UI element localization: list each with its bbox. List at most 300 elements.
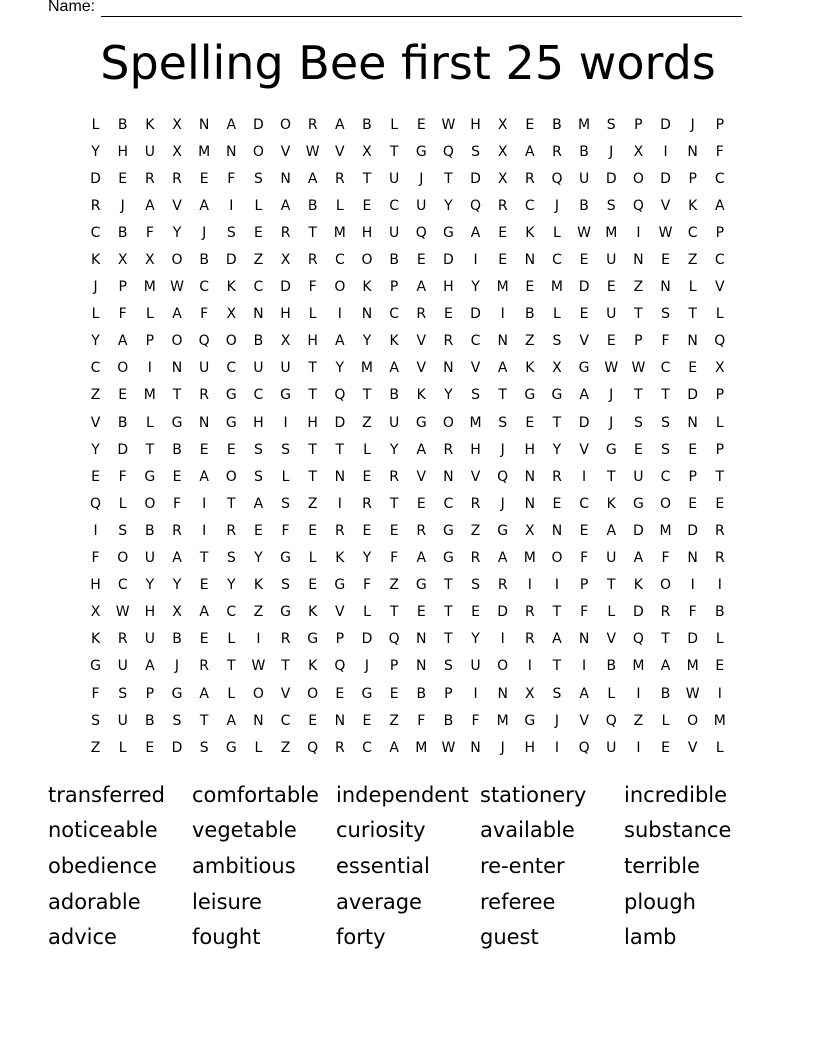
name-underline[interactable] <box>101 0 742 17</box>
grid-letter: M <box>605 224 618 241</box>
grid-letter: C <box>579 495 589 512</box>
word-list-item: stationery <box>480 782 587 807</box>
grid-letter: N <box>334 468 346 485</box>
grid-letter: Q <box>578 739 590 756</box>
grid-letter: D <box>443 252 454 269</box>
grid-letter: S <box>606 197 616 214</box>
grid-letter: C <box>443 495 454 512</box>
grid-letter: S <box>606 116 616 133</box>
grid-letter: M <box>713 712 726 729</box>
grid-letter: R <box>470 550 481 567</box>
grid-letter: P <box>634 333 643 350</box>
grid-letter: N <box>443 468 454 485</box>
grid-letter: U <box>388 170 400 187</box>
grid-letter: K <box>308 604 318 621</box>
word-list <box>48 777 768 955</box>
word-list-item: independent <box>336 782 469 807</box>
grid-letter: E <box>362 468 372 485</box>
grid-letter: F <box>362 577 371 594</box>
word-list-item: forty <box>336 925 386 950</box>
grid-letter: V <box>687 739 698 756</box>
grid-letter: T <box>172 387 182 404</box>
grid-letter: X <box>525 685 535 702</box>
grid-letter: B <box>416 685 427 702</box>
grid-letter: J <box>609 387 614 404</box>
grid-letter: G <box>442 224 454 241</box>
grid-letter: R <box>552 468 562 485</box>
grid-letter: I <box>717 577 722 594</box>
grid-letter: U <box>144 143 155 160</box>
grid-letter: E <box>525 279 535 296</box>
grid-letter: L <box>118 739 127 756</box>
grid-letter: H <box>470 116 481 133</box>
grid-letter: S <box>226 224 236 241</box>
grid-letter: A <box>145 658 155 675</box>
word-list-item: referee <box>480 889 556 914</box>
word-list-item: average <box>336 889 422 914</box>
grid-letter: C <box>389 306 399 323</box>
grid-letter: B <box>117 116 128 133</box>
grid-letter: N <box>524 252 536 269</box>
grid-letter: H <box>90 577 101 594</box>
grid-letter: T <box>661 631 670 648</box>
grid-letter: K <box>226 279 236 296</box>
grid-letter: T <box>389 495 399 512</box>
grid-letter: M <box>659 522 672 539</box>
grid-letter: S <box>471 577 480 594</box>
word-list-item: comfortable <box>192 782 319 807</box>
grid-letter: F <box>172 495 182 512</box>
grid-letter: D <box>660 170 671 187</box>
grid-letter: Q <box>198 333 210 350</box>
grid-letter: T <box>308 387 317 404</box>
grid-letter: A <box>715 197 725 214</box>
grid-letter: B <box>145 712 155 729</box>
grid-letter: Z <box>307 495 318 512</box>
grid-letter: S <box>253 441 263 458</box>
grid-letter: B <box>525 306 535 323</box>
word-list-item: essential <box>336 853 430 878</box>
grid-letter: E <box>362 197 372 214</box>
grid-letter: U <box>280 360 291 377</box>
word-list-item: available <box>480 818 575 843</box>
grid-letter: D <box>470 170 481 187</box>
grid-letter: M <box>578 116 591 133</box>
grid-letter: E <box>715 658 725 675</box>
grid-letter: X <box>145 252 155 269</box>
grid-letter: V <box>416 333 427 350</box>
grid-letter: B <box>552 116 562 133</box>
grid-letter: S <box>633 414 643 431</box>
grid-letter: V <box>335 604 345 621</box>
grid-letter: K <box>335 550 345 567</box>
grid-letter: B <box>389 387 399 404</box>
grid-letter: T <box>606 577 616 594</box>
grid-letter: N <box>443 360 454 377</box>
grid-letter: S <box>661 306 670 323</box>
grid-letter: A <box>226 116 237 133</box>
grid-letter: R <box>416 522 427 539</box>
grid-letter: E <box>525 414 535 431</box>
grid-letter: B <box>579 197 589 214</box>
word-list-item: leisure <box>192 889 262 914</box>
grid-letter: S <box>226 550 236 567</box>
grid-letter: H <box>307 414 318 431</box>
grid-letter: Q <box>415 224 427 241</box>
grid-letter: F <box>580 604 589 621</box>
grid-letter: V <box>90 414 101 431</box>
grid-letter: E <box>308 712 318 729</box>
grid-letter: U <box>578 170 590 187</box>
grid-letter: O <box>632 170 644 187</box>
grid-letter: T <box>308 441 317 458</box>
grid-letter: S <box>498 414 508 431</box>
grid-letter: E <box>471 604 480 621</box>
grid-letter: I <box>337 306 342 323</box>
grid-letter: C <box>90 224 101 241</box>
grid-letter: V <box>280 685 291 702</box>
grid-letter: M <box>550 279 563 296</box>
grid-letter: Y <box>335 360 345 377</box>
grid-letter: Q <box>388 631 400 648</box>
grid-letter: N <box>198 116 210 133</box>
grid-letter: T <box>226 495 236 512</box>
grid-letter: M <box>523 550 536 567</box>
grid-letter: K <box>90 631 101 648</box>
grid-letter: N <box>687 143 698 160</box>
grid-letter: P <box>715 224 725 241</box>
grid-letter: N <box>416 658 427 675</box>
grid-letter: G <box>442 522 454 539</box>
grid-letter: N <box>198 414 210 431</box>
grid-letter: C <box>226 360 237 377</box>
grid-letter: I <box>582 658 587 675</box>
grid-letter: Q <box>442 143 454 160</box>
grid-letter: F <box>91 685 100 702</box>
grid-letter: A <box>525 143 535 160</box>
grid-letter: L <box>715 306 724 323</box>
grid-letter: M <box>632 658 645 675</box>
grid-letter: N <box>361 306 373 323</box>
grid-letter: B <box>199 252 209 269</box>
grid-letter: Z <box>362 414 372 431</box>
grid-letter: O <box>497 658 509 675</box>
grid-letter: R <box>334 522 345 539</box>
grid-letter: C <box>714 170 725 187</box>
grid-letter: Y <box>471 279 480 296</box>
grid-letter: R <box>416 306 427 323</box>
grid-letter: I <box>473 685 478 702</box>
grid-letter: I <box>229 197 234 214</box>
grid-letter: U <box>416 197 427 214</box>
grid-letter: F <box>715 143 724 160</box>
grid-letter: E <box>199 441 209 458</box>
grid-letter: A <box>606 522 617 539</box>
word-list-item: guest <box>480 925 539 950</box>
grid-letter: C <box>362 739 372 756</box>
grid-letter: J <box>174 658 180 675</box>
grid-letter: A <box>145 197 155 214</box>
grid-letter: A <box>199 685 209 702</box>
grid-letter: L <box>715 414 724 431</box>
grid-letter: R <box>280 631 291 648</box>
grid-letter: Y <box>145 577 155 594</box>
grid-letter: F <box>417 712 426 729</box>
grid-letter: U <box>117 658 128 675</box>
grid-letter: I <box>690 577 695 594</box>
grid-letter: U <box>199 360 210 377</box>
grid-letter: Y <box>471 631 480 648</box>
grid-letter: P <box>634 116 643 133</box>
grid-letter: H <box>361 224 373 241</box>
grid-letter: N <box>660 279 671 296</box>
grid-letter: J <box>500 739 505 756</box>
grid-letter: Z <box>687 252 698 269</box>
grid-letter: Z <box>633 712 644 729</box>
grid-letter: C <box>714 252 725 269</box>
grid-letter: D <box>632 604 644 621</box>
grid-letter: S <box>172 712 182 729</box>
grid-letter: N <box>687 333 698 350</box>
grid-letter: U <box>117 712 128 729</box>
grid-letter: I <box>500 306 505 323</box>
grid-letter: L <box>254 197 263 214</box>
grid-letter: O <box>660 495 672 512</box>
grid-letter: L <box>281 468 290 485</box>
grid-letter: A <box>280 197 291 214</box>
grid-letter: Q <box>334 387 346 404</box>
grid-letter: B <box>443 712 454 729</box>
grid-letter: E <box>253 224 263 241</box>
grid-letter: R <box>714 550 725 567</box>
grid-letter: E <box>91 468 100 485</box>
grid-letter: N <box>524 468 536 485</box>
grid-letter: P <box>145 685 155 702</box>
grid-letter: L <box>607 604 616 621</box>
grid-letter: W <box>115 604 130 621</box>
grid-letter: E <box>443 306 453 323</box>
grid-letter: E <box>416 116 426 133</box>
grid-letter: T <box>444 577 453 594</box>
grid-letter: G <box>415 414 427 431</box>
grid-letter: F <box>471 712 480 729</box>
grid-letter: D <box>334 414 346 431</box>
grid-letter: R <box>307 252 318 269</box>
grid-letter: T <box>281 658 290 675</box>
grid-letter: D <box>605 170 617 187</box>
grid-letter: P <box>688 468 697 485</box>
grid-letter: G <box>605 441 617 458</box>
grid-letter: T <box>389 143 399 160</box>
grid-letter: A <box>552 631 562 648</box>
grid-letter: C <box>660 360 671 377</box>
grid-letter: Y <box>362 550 372 567</box>
grid-letter: E <box>362 712 372 729</box>
grid-letter: C <box>117 577 128 594</box>
grid-letter: F <box>200 306 209 323</box>
grid-letter: J <box>690 116 695 133</box>
grid-letter: E <box>389 522 399 539</box>
grid-letter: E <box>579 252 589 269</box>
grid-letter: B <box>172 631 182 648</box>
grid-letter: G <box>280 550 291 567</box>
grid-letter: X <box>525 522 535 539</box>
grid-letter: H <box>117 143 128 160</box>
grid-letter: E <box>525 116 535 133</box>
grid-letter: H <box>280 306 291 323</box>
grid-letter: B <box>362 116 372 133</box>
grid-letter: Y <box>172 224 182 241</box>
grid-letter: R <box>172 522 182 539</box>
grid-letter: E <box>199 170 209 187</box>
grid-letter: I <box>636 739 641 756</box>
grid-letter: V <box>715 279 725 296</box>
grid-letter: W <box>577 224 592 241</box>
grid-letter: E <box>199 631 209 648</box>
grid-letter: P <box>579 577 589 594</box>
grid-letter: F <box>145 224 154 241</box>
grid-letter: T <box>444 631 453 648</box>
grid-letter: B <box>117 414 128 431</box>
grid-letter: K <box>633 577 643 594</box>
word-list-item: ambitious <box>192 853 296 878</box>
grid-letter: O <box>551 550 563 567</box>
grid-letter: L <box>661 712 670 729</box>
grid-letter: U <box>144 631 155 648</box>
grid-letter: L <box>715 739 724 756</box>
grid-letter: Q <box>551 170 563 187</box>
grid-letter: J <box>120 197 125 214</box>
grid-letter: I <box>554 739 560 756</box>
grid-letter: Y <box>362 333 372 350</box>
grid-letter: R <box>443 441 454 458</box>
grid-letter: B <box>117 224 128 241</box>
grid-letter: T <box>362 170 372 187</box>
grid-letter: E <box>253 522 263 539</box>
grid-letter: I <box>473 252 478 269</box>
grid-letter: E <box>335 685 345 702</box>
grid-letter: N <box>687 414 698 431</box>
grid-letter: O <box>252 143 264 160</box>
grid-letter: T <box>552 604 562 621</box>
grid-letter: F <box>390 550 399 567</box>
grid-letter: N <box>497 333 508 350</box>
grid-letter: K <box>362 279 372 296</box>
grid-letter: A <box>117 333 128 350</box>
grid-letter: I <box>554 577 560 594</box>
grid-letter: S <box>471 143 480 160</box>
grid-letter: X <box>172 143 182 160</box>
page-title: Spelling Bee first 25 words <box>100 36 716 90</box>
grid-letter: E <box>118 170 128 187</box>
grid-letter: C <box>253 387 264 404</box>
grid-letter: E <box>661 739 670 756</box>
grid-letter: O <box>660 577 672 594</box>
grid-letter: I <box>636 685 641 702</box>
grid-letter: G <box>225 387 237 404</box>
grid-letter: U <box>388 224 400 241</box>
grid-letter: G <box>334 577 346 594</box>
grid-letter: R <box>362 495 372 512</box>
grid-letter: A <box>335 116 345 133</box>
grid-letter: I <box>337 495 342 512</box>
grid-letter: S <box>118 522 128 539</box>
grid-letter: A <box>579 685 589 702</box>
grid-letter: L <box>553 224 561 241</box>
name-field[interactable] <box>48 0 742 17</box>
grid-letter: N <box>416 631 427 648</box>
grid-letter: A <box>497 360 508 377</box>
grid-letter: X <box>280 252 291 269</box>
grid-letter: Y <box>552 441 562 458</box>
grid-letter: G <box>225 414 237 431</box>
grid-letter: V <box>416 468 427 485</box>
grid-letter: T <box>606 468 616 485</box>
grid-letter: T <box>199 712 209 729</box>
grid-letter: Z <box>633 279 644 296</box>
grid-letter: T <box>688 306 697 323</box>
grid-letter: M <box>198 143 211 160</box>
word-list-item: noticeable <box>48 818 158 843</box>
grid-letter: B <box>307 197 318 214</box>
grid-letter: R <box>389 468 399 485</box>
grid-letter: X <box>362 143 372 160</box>
grid-letter: G <box>497 522 509 539</box>
grid-letter: V <box>579 441 589 458</box>
grid-letter: A <box>389 360 399 377</box>
grid-letter: E <box>633 441 643 458</box>
grid-letter: N <box>280 170 291 187</box>
grid-letter: G <box>524 712 536 729</box>
word-list-item: terrible <box>624 853 700 878</box>
grid-letter: C <box>253 279 264 296</box>
grid-letter: D <box>687 387 699 404</box>
grid-letter: H <box>443 279 454 296</box>
grid-letter: X <box>280 333 291 350</box>
grid-letter: L <box>227 631 236 648</box>
grid-letter: L <box>363 441 371 458</box>
grid-letter: I <box>663 143 668 160</box>
grid-letter: A <box>335 333 345 350</box>
grid-letter: L <box>145 306 154 323</box>
grid-letter: D <box>225 252 237 269</box>
grid-letter: Q <box>307 739 319 756</box>
grid-letter: M <box>360 360 374 377</box>
grid-letter: T <box>661 387 670 404</box>
grid-letter: E <box>145 739 155 756</box>
grid-letter: K <box>253 577 263 594</box>
grid-letter: B <box>715 604 725 621</box>
grid-letter: D <box>280 279 291 296</box>
grid-letter: R <box>334 170 345 187</box>
grid-letter: E <box>661 252 670 269</box>
grid-letter: Z <box>253 604 264 621</box>
grid-letter: K <box>90 252 101 269</box>
grid-letter: U <box>606 550 617 567</box>
grid-letter: K <box>308 658 318 675</box>
grid-letter: D <box>497 604 509 621</box>
name-label: Name: <box>48 0 96 15</box>
grid-letter: I <box>527 658 532 675</box>
grid-letter: T <box>308 360 317 377</box>
grid-letter: A <box>660 658 671 675</box>
grid-letter: W <box>441 116 456 133</box>
grid-letter: R <box>172 170 182 187</box>
grid-letter: P <box>389 279 399 296</box>
grid-letter: Y <box>226 577 236 594</box>
grid-letter: P <box>145 333 155 350</box>
grid-letter: S <box>281 577 290 594</box>
